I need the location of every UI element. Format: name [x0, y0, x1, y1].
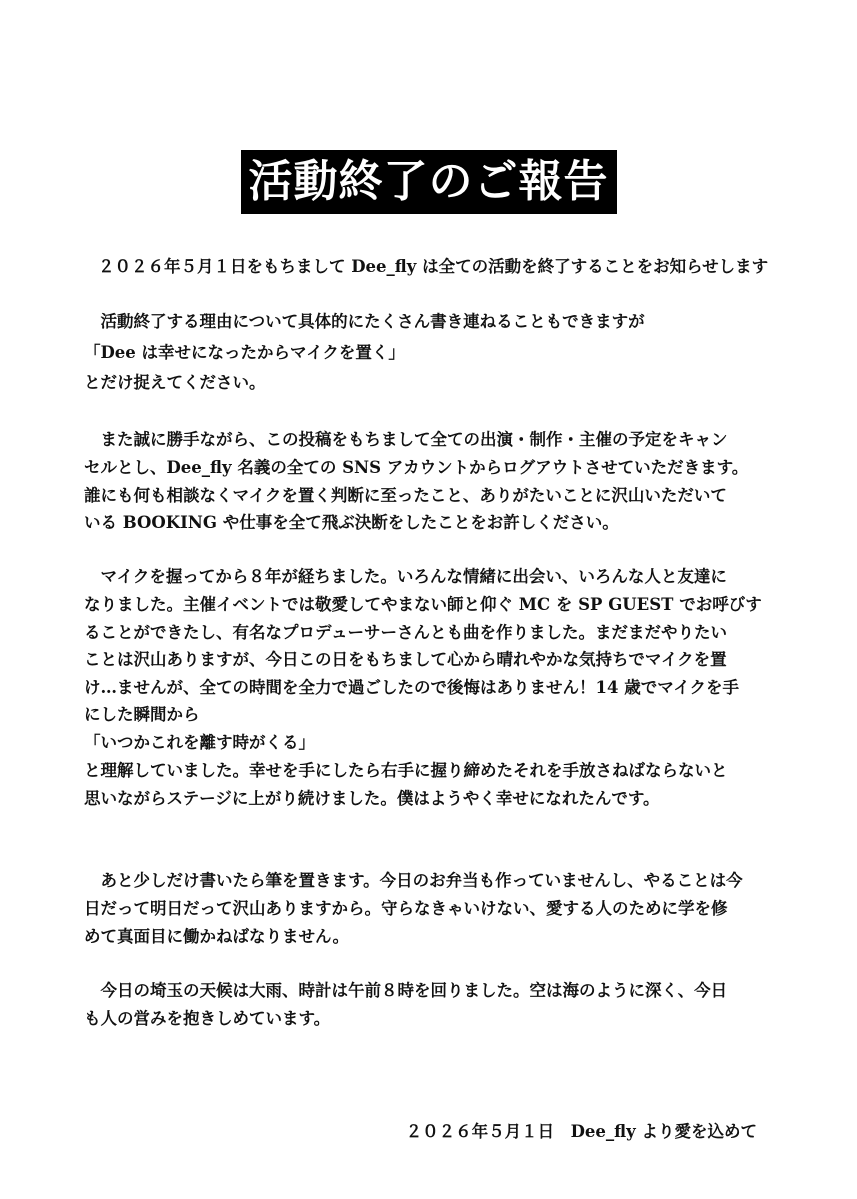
p2-line-4: いる BOOKING や仕事を全て飛ぶ決断をしたことをお許しください。	[84, 513, 619, 532]
document-title: 活動終了のご報告	[241, 150, 617, 214]
p4-line-3: めて真面目に働かねばなりません。	[84, 927, 349, 946]
p3-line-9: 思いながらステージに上がり続けました。僕はようやく幸せになれたんです。	[84, 789, 660, 808]
p4-line-2: 日だって明日だって沢山ありますから。守らなきゃいけない、愛する人のために学を修	[84, 899, 728, 918]
signature-line: ２０２６年５月１日 Dee_fly より愛を込めて	[405, 1122, 757, 1141]
p5-line-1: 今日の埼玉の天候は大雨、時計は午前８時を回りました。空は海のように深く、今日	[84, 981, 728, 1000]
p2-line-2: セルとし、Dee_fly 名義の全ての SNS アカウントからログアウトさせていただきます。	[84, 458, 749, 477]
p3-line-2: なりました。主催イベントでは敬愛してやまない師と仰ぐ MC を SP GUEST でお呼びす	[84, 595, 762, 614]
title-wrapper	[0, 150, 857, 214]
intro-line: ２０２６年５月１日をもちまして Dee_fly は全ての活動を終了することをお知らせします	[98, 257, 769, 276]
p3-line-8: と理解していました。幸せを手にしたら右手に握り締めたそれを手放さねばならないと	[84, 761, 728, 780]
p3-line-6: にした瞬間から	[84, 705, 200, 724]
p3-line-5: け…ませんが、全ての時間を全力で過ごしたので後悔はありません！14 歳でマイクを手	[84, 678, 740, 697]
p1-line-1: 活動終了する理由について具体的にたくさん書き連ねることもできますが	[84, 312, 645, 331]
p1-line-2: 「Dee は幸せになったからマイクを置く」	[84, 343, 405, 362]
p3-line-4: ことは沢山ありますが、今日この日をもちまして心から晴れやかな気持ちでマイクを置	[84, 650, 727, 669]
p3-line-7: 「いつかこれを離す時がくる」	[84, 733, 315, 752]
p2-line-1: また誠に勝手ながら、この投稿をもちまして全ての出演・制作・主催の予定をキャン	[84, 430, 728, 449]
p3-line-1: マイクを握ってから８年が経ちました。いろんな情緒に出会い、いろんな人と友達に	[84, 567, 727, 586]
p1-line-3: とだけ捉えてください。	[84, 373, 266, 392]
p2-line-3: 誰にも何も相談なくマイクを置く判断に至ったこと、ありがたいことに沢山いただいて	[84, 486, 727, 505]
p3-line-3: ることができたし、有名なプロデューサーさんとも曲を作りました。まだまだやりたい	[84, 623, 728, 642]
p5-line-2: も人の営みを抱きしめています。	[84, 1009, 331, 1028]
p4-line-1: あと少しだけ書いたら筆を置きます。今日のお弁当も作っていませんし、やることは今	[84, 871, 743, 890]
